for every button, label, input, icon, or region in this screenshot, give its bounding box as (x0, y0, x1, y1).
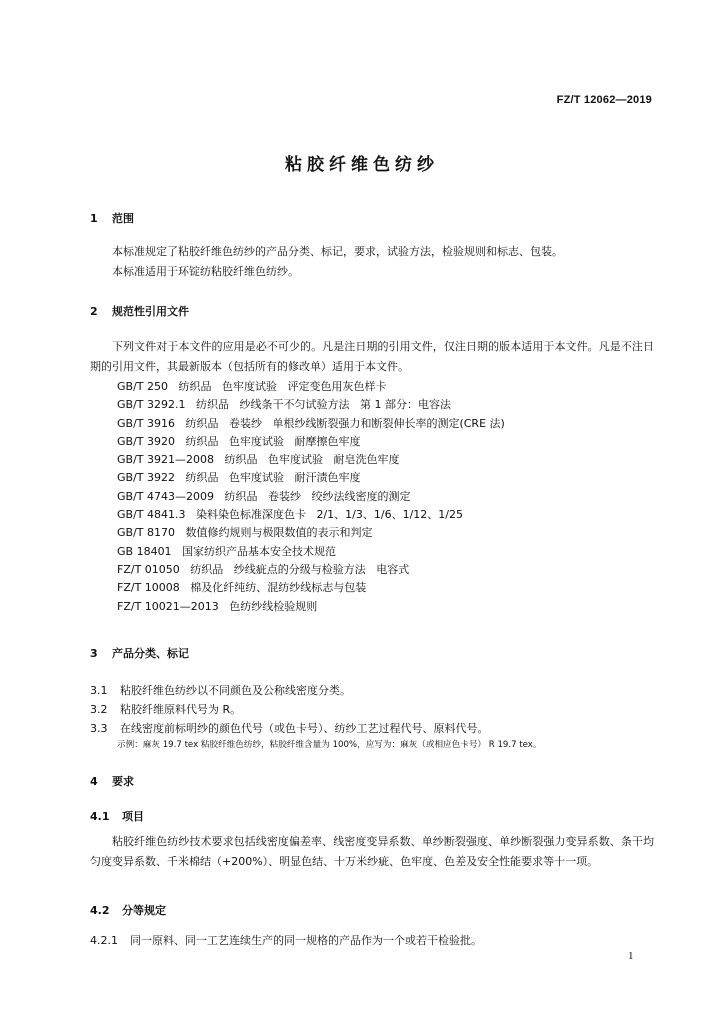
normative-references-list (117, 378, 505, 616)
section-3-heading (90, 645, 189, 661)
standard-code: FZ/T 12062—2019 (556, 94, 652, 106)
example-note: 示例：麻灰 19.7 tex 粘胶纤维色纺纱，粘胶纤维含量为 100%，应写为：麻灰（或相应色卡号） R 19.7 tex。 (117, 740, 542, 750)
clause-number: 3.3 (90, 722, 108, 735)
section-2-heading (90, 303, 189, 319)
subsection-4-2-heading (90, 902, 166, 918)
section-title: 项目 (122, 810, 144, 823)
section-number: 1 (90, 212, 98, 225)
reference-item: GB/T 4743—2009 纺织品 卷装纱 绞纱法线密度的测定 (117, 489, 411, 503)
section-title: 范围 (112, 212, 134, 225)
paragraph: 粘胶纤维色纺纱技术要求包括线密度偏差率、线密度变异系数、单纱断裂强度、单纱断裂强力变异系数、条干均匀度变异系数、千米棉结（+200%）、明显色结、十万米纱疵、色牢度、色差及安全性能要求等十一项。 (90, 835, 654, 868)
document-title: 粘胶纤维色纺纱 (285, 155, 439, 175)
page-number: 1 (628, 950, 634, 962)
section-title: 规范性引用文件 (112, 305, 189, 318)
section-1-body (90, 242, 654, 282)
section-number: 4.2 (90, 904, 110, 917)
reference-item: GB/T 3292.1 纺织品 纱线条干不匀试验方法 第 1 部分：电容法 (117, 398, 451, 412)
clause-3-2 (90, 701, 241, 717)
subsection-4-1-heading (90, 808, 144, 824)
clause-text: 在线密度前标明纱的颜色代号（或色卡号）、纺纱工艺过程代号、原料代号。 (120, 722, 489, 735)
reference-item: GB/T 8170 数值修约规则与极限数值的表示和判定 (117, 526, 373, 540)
reference-item: GB/T 4841.3 染料染色标准深度色卡 2/1、1/3、1/6、1/12、1/25 (117, 508, 463, 522)
reference-item: GB 18401 国家纺织产品基本安全技术规范 (117, 544, 337, 558)
clause-number: 4.2.1 (90, 934, 118, 947)
section-4-heading (90, 773, 134, 789)
reference-item: FZ/T 01050 纺织品 纱线疵点的分级与检验方法 电容式 (117, 562, 410, 576)
reference-item: GB/T 3922 纺织品 色牢度试验 耐汗渍色牢度 (117, 471, 361, 485)
reference-item: FZ/T 10008 棉及化纤纯纺、混纺纱线标志与包装 (117, 581, 367, 595)
clause-number: 3.1 (90, 684, 108, 697)
reference-item: GB/T 250 纺织品 色牢度试验 评定变色用灰色样卡 (117, 380, 387, 393)
clause-text: 同一原料、同一工艺连续生产的同一规格的产品作为一个或若干检验批。 (130, 934, 482, 947)
reference-item: GB/T 3921—2008 纺织品 色牢度试验 耐皂洗色牢度 (117, 453, 400, 467)
subsection-4-1-body (90, 832, 654, 872)
reference-item: GB/T 3920 纺织品 色牢度试验 耐摩擦色牢度 (117, 434, 361, 448)
paragraph: 本标准规定了粘胶纤维色纺纱的产品分类、标记，要求，试验方法，检验规则和标志、包装。 (112, 245, 563, 258)
clause-4-2-1 (90, 932, 482, 948)
reference-item: FZ/T 10021—2013 色纺纱线检验规则 (117, 599, 318, 613)
reference-item: GB/T 3916 纺织品 卷装纱 单根纱线断裂强力和断裂伸长率的测定(CRE 法) (117, 416, 505, 430)
clause-text: 粘胶纤维原料代号为 R。 (120, 703, 242, 716)
section-title: 分等规定 (122, 904, 166, 917)
section-number: 4.1 (90, 810, 110, 823)
section-1-heading (90, 210, 134, 226)
section-2-intro (90, 337, 654, 377)
clause-text: 粘胶纤维色纺纱以不同颜色及公称线密度分类。 (120, 684, 351, 697)
section-title: 要求 (112, 775, 134, 788)
clause-number: 3.2 (90, 703, 108, 716)
section-title: 产品分类、标记 (112, 647, 189, 660)
section-number: 2 (90, 305, 98, 318)
clause-3-3 (90, 720, 489, 736)
section-number: 3 (90, 647, 98, 660)
paragraph: 下列文件对于本文件的应用是必不可少的。凡是注日期的引用文件，仅注日期的版本适用于本文件。凡是不注日期的引用文件，其最新版本（包括所有的修改单）适用于本文件。 (90, 340, 654, 373)
clause-3-1 (90, 682, 351, 698)
paragraph: 本标准适用于环锭纺粘胶纤维色纺纱。 (112, 265, 299, 278)
section-number: 4 (90, 775, 98, 788)
